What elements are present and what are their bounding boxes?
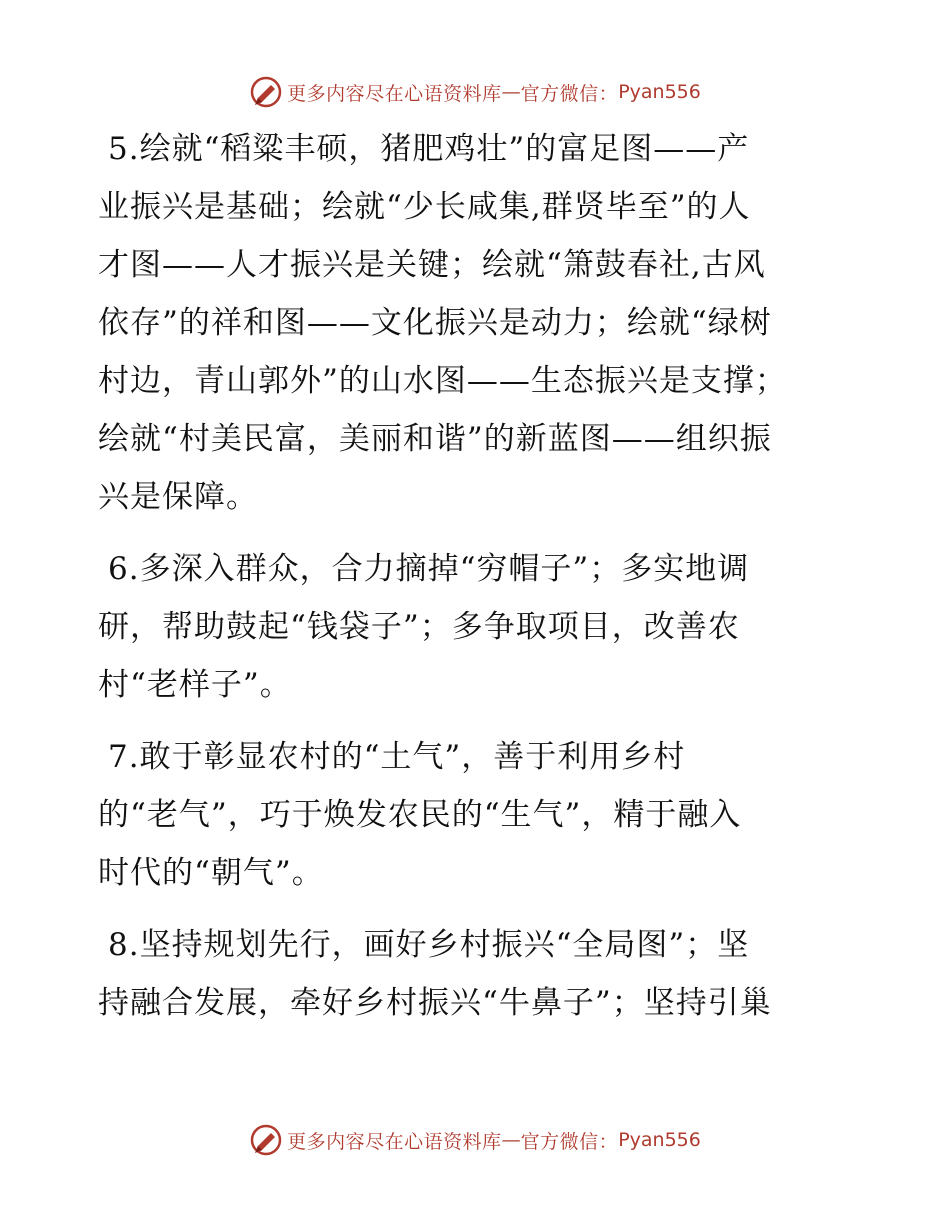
footer-watermark (0, 1118, 950, 1162)
paragraph-6 (98, 540, 858, 714)
text-line: 业振兴是基础；绘就“少长咸集,群贤毕至”的人 (98, 189, 751, 225)
paragraph-8 (98, 916, 858, 1032)
text-line: 依存”的祥和图——文化振兴是动力；绘就“绿树 (98, 305, 772, 341)
text-line: 5.绘就“稻粱丰硕，猪肥鸡壮”的富足图——产 (108, 131, 750, 167)
document-body (98, 120, 858, 1032)
watermark-contact-label: 官方微信： (520, 82, 619, 105)
watermark-contact-id: Pyan556 (618, 81, 701, 103)
watermark-site-text: 更多内容尽在心语资料库 (287, 82, 502, 105)
text-line: 8.坚持规划先行，画好乡村振兴“全局图”；坚 (108, 927, 750, 963)
text-line: 村边，青山郭外”的山水图——生态振兴是支撑； (98, 363, 787, 399)
pen-logo-icon (249, 75, 283, 109)
watermark-separator: — (501, 81, 521, 103)
watermark-contact-label: 官方微信： (520, 1130, 619, 1153)
pen-logo-icon (249, 1123, 283, 1157)
text-line: 兴是保障。 (98, 479, 258, 515)
text-line: 6.多深入群众，合力摘掉“穷帽子”；多实地调 (108, 551, 750, 587)
text-line: 持融合发展，牵好乡村振兴“牛鼻子”；坚持引巢 (98, 985, 772, 1021)
text-line: 村“老样子”。 (98, 667, 292, 703)
watermark-site-text: 更多内容尽在心语资料库 (287, 1130, 502, 1153)
text-line: 研，帮助鼓起“钱袋子”；多争取项目，改善农 (98, 609, 740, 645)
text-line: 才图——人才振兴是关键；绘就“箫鼓春社,古风 (98, 247, 766, 283)
paragraph-5 (98, 120, 858, 526)
text-line: 7.敢于彰显农村的“土气”，善于利用乡村 (108, 739, 686, 775)
paragraph-7 (98, 728, 858, 902)
text-line: 时代的“朝气”。 (98, 855, 324, 891)
watermark-contact-id: Pyan556 (618, 1129, 701, 1151)
watermark-separator: — (501, 1129, 521, 1151)
text-line: 绘就“村美民富，美丽和谐”的新蓝图——组织振 (98, 421, 772, 457)
header-watermark (0, 70, 950, 114)
text-line: 的“老气”，巧于焕发农民的“生气”，精于融入 (98, 797, 742, 833)
